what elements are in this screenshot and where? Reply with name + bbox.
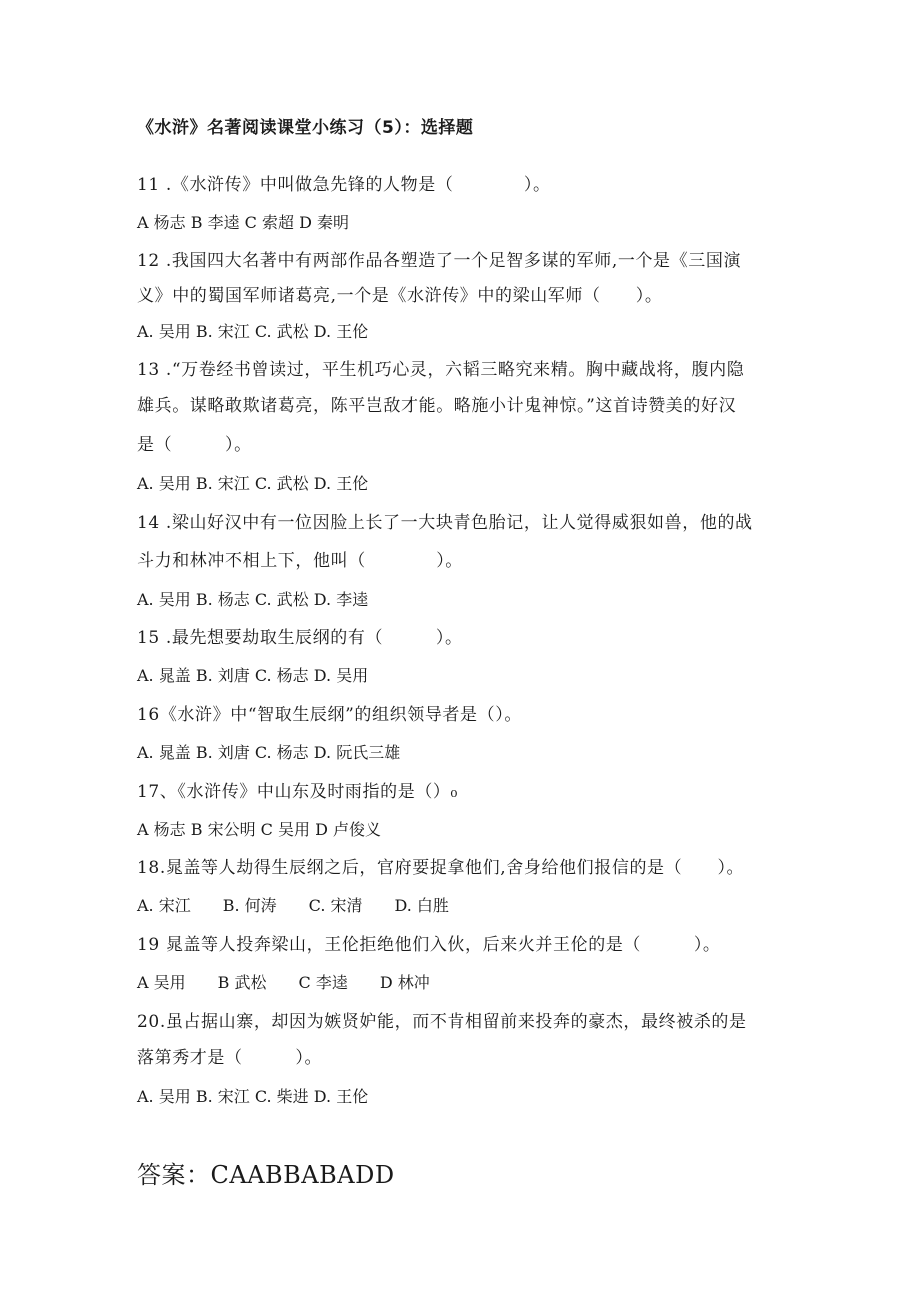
question-11-options: A 杨志 B 李逵 C 索超 D 秦明 — [137, 213, 349, 232]
question-12-line-1: 12 .我国四大名著中有两部作品各塑造了一个足智多谋的军师,一个是《三国演 — [137, 251, 742, 271]
question-20-options: A. 吴用 B. 宋江 C. 柴进 D. 王伦 — [137, 1087, 369, 1106]
question-12-options: A. 吴用 B. 宋江 C. 武松 D. 王伦 — [137, 322, 369, 341]
question-14-line-2: 斗力和林冲不相上下，他叫（ ）。 — [137, 551, 463, 571]
answer-key: 答案：CAABBABADD — [137, 1161, 395, 1189]
document-title: 《水浒》名著阅读课堂小练习（5）：选择题 — [137, 118, 474, 138]
question-13-line-1: 13 .“万卷经书曾读过，平生机巧心灵，六韬三略究来精。胸中藏战将，腹内隐 — [137, 360, 745, 380]
question-19-line-1: 19 晁盖等人投奔梁山，王伦拒绝他们入伙，后来火并王伦的是（ ）。 — [137, 935, 721, 955]
question-13-line-2: 雄兵。谋略敢欺诸葛亮，陈平岂敌才能。略施小计鬼神惊。”这首诗赞美的好汉 — [137, 396, 737, 416]
question-12-line-2: 义》中的蜀国军师诸葛亮,一个是《水浒传》中的梁山军师（ ）。 — [137, 286, 663, 306]
question-13-options: A. 吴用 B. 宋江 C. 武松 D. 王伦 — [137, 474, 369, 493]
question-17-options: A 杨志 B 宋公明 C 吴用 D 卢俊义 — [137, 820, 381, 839]
question-14-line-1: 14 .梁山好汉中有一位因脸上长了一大块青色胎记，让人觉得威狠如兽，他的战 — [137, 513, 753, 533]
question-14-options: A. 吴用 B. 杨志 C. 武松 D. 李逵 — [137, 590, 369, 609]
question-18-options: A. 宋江 B. 何涛 C. 宋清 D. 白胜 — [137, 896, 449, 915]
question-20-line-1: 20.虽占据山寨，却因为嫉贤妒能，而不肯相留前来投奔的豪杰，最终被杀的是 — [137, 1012, 747, 1032]
question-20-line-2: 落第秀才是（ ）。 — [137, 1048, 323, 1068]
question-16-line-1: 16《水浒》中“智取生辰纲”的组织领导者是（）。 — [137, 705, 522, 725]
question-17-line-1: 17、《水浒传》中山东及时雨指的是（）₀ — [137, 782, 458, 802]
question-16-options: A. 晁盖 B. 刘唐 C. 杨志 D. 阮氏三雄 — [137, 743, 401, 762]
question-11-line-1: 11 .《水浒传》中叫做急先锋的人物是（ ）。 — [137, 175, 551, 195]
question-15-options: A. 晁盖 B. 刘唐 C. 杨志 D. 吴用 — [137, 666, 369, 685]
question-19-options: A 吴用 B 武松 C 李逵 D 林冲 — [137, 973, 430, 992]
question-13-line-3: 是（ ）。 — [137, 435, 252, 455]
question-15-line-1: 15 .最先想要劫取生辰纲的有（ ）。 — [137, 628, 463, 648]
question-18-line-1: 18.晁盖等人劫得生辰纲之后，官府要捉拿他们,舍身给他们报信的是（ ）。 — [137, 858, 745, 878]
